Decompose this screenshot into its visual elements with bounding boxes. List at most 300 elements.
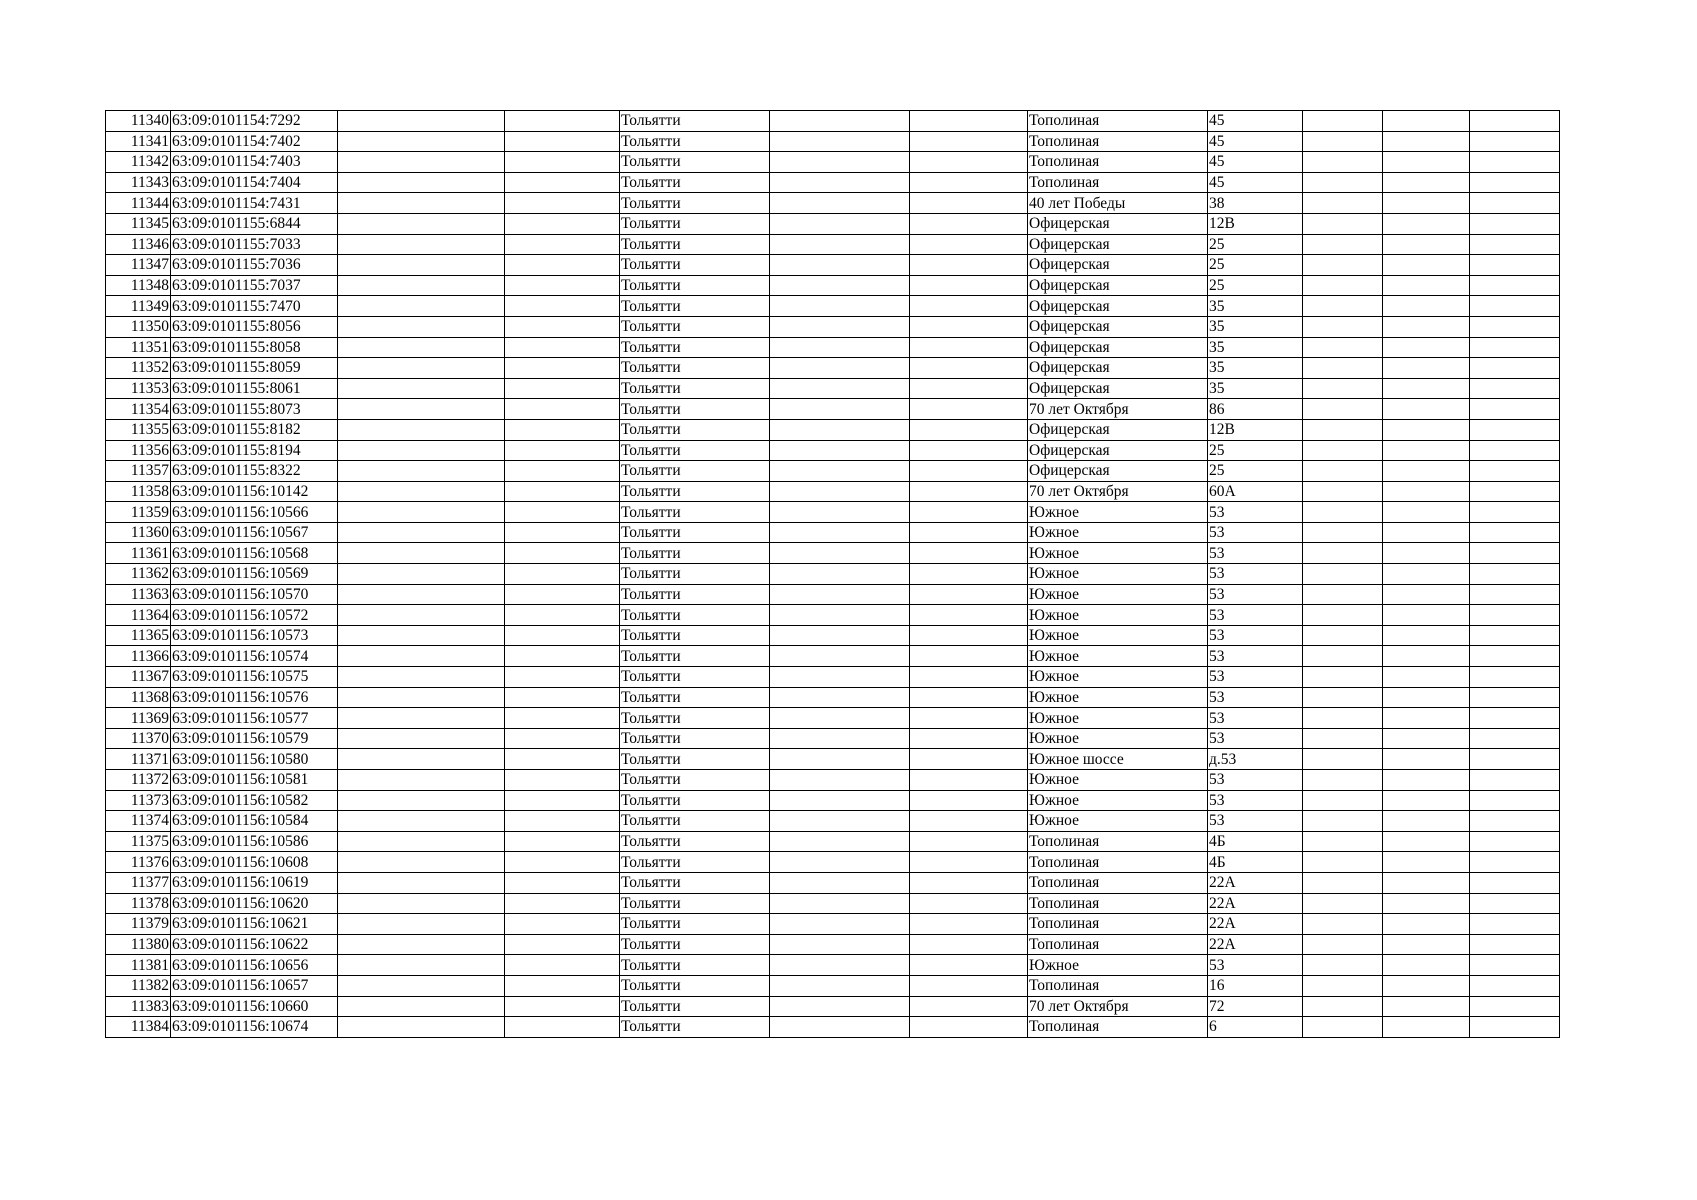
cadastral-number-cell: 63:09:0101156:10568 xyxy=(171,543,338,564)
cadastral-number-cell: 63:09:0101156:10619 xyxy=(171,872,338,893)
house-number-cell: 22А xyxy=(1208,914,1303,935)
empty-cell xyxy=(910,193,1028,214)
house-number-cell: 53 xyxy=(1208,584,1303,605)
empty-cell xyxy=(505,584,620,605)
empty-cell xyxy=(910,708,1028,729)
table-row xyxy=(106,440,1560,461)
empty-cell xyxy=(338,234,505,255)
table-row xyxy=(106,955,1560,976)
house-number-cell: 86 xyxy=(1208,399,1303,420)
cadastral-number-cell: 63:09:0101154:7404 xyxy=(171,172,338,193)
empty-cell xyxy=(505,275,620,296)
empty-cell xyxy=(1470,667,1560,688)
street-cell: Офицерская xyxy=(1028,213,1208,234)
city-cell: Тольятти xyxy=(620,172,770,193)
empty-cell xyxy=(1303,584,1383,605)
empty-cell xyxy=(1383,893,1470,914)
empty-cell xyxy=(1303,852,1383,873)
empty-cell xyxy=(1383,584,1470,605)
street-cell: Тополиная xyxy=(1028,914,1208,935)
empty-cell xyxy=(910,275,1028,296)
record-number-cell: 11351 xyxy=(106,337,171,358)
empty-cell xyxy=(1383,213,1470,234)
empty-cell xyxy=(1470,296,1560,317)
empty-cell xyxy=(770,399,910,420)
empty-cell xyxy=(338,213,505,234)
street-cell: 70 лет Октября xyxy=(1028,996,1208,1017)
city-cell: Тольятти xyxy=(620,625,770,646)
street-cell: Тополиная xyxy=(1028,831,1208,852)
house-number-cell: 4Б xyxy=(1208,852,1303,873)
street-cell: Южное шоссе xyxy=(1028,749,1208,770)
record-number-cell: 11379 xyxy=(106,914,171,935)
city-cell: Тольятти xyxy=(620,502,770,523)
empty-cell xyxy=(1303,337,1383,358)
empty-cell xyxy=(770,152,910,173)
house-number-cell: 35 xyxy=(1208,337,1303,358)
empty-cell xyxy=(1470,749,1560,770)
empty-cell xyxy=(505,770,620,791)
empty-cell xyxy=(338,296,505,317)
empty-cell xyxy=(1470,914,1560,935)
city-cell: Тольятти xyxy=(620,234,770,255)
city-cell: Тольятти xyxy=(620,152,770,173)
house-number-cell: 53 xyxy=(1208,605,1303,626)
house-number-cell: 22А xyxy=(1208,934,1303,955)
table-row xyxy=(106,502,1560,523)
table-row xyxy=(106,646,1560,667)
house-number-cell: 6 xyxy=(1208,1017,1303,1038)
empty-cell xyxy=(1303,399,1383,420)
empty-cell xyxy=(1303,625,1383,646)
street-cell: Тополиная xyxy=(1028,893,1208,914)
table-row xyxy=(106,131,1560,152)
empty-cell xyxy=(1303,934,1383,955)
house-number-cell: 53 xyxy=(1208,502,1303,523)
cadastral-number-cell: 63:09:0101156:10586 xyxy=(171,831,338,852)
empty-cell xyxy=(505,213,620,234)
empty-cell xyxy=(1470,275,1560,296)
empty-cell xyxy=(505,419,620,440)
house-number-cell: 35 xyxy=(1208,378,1303,399)
empty-cell xyxy=(505,728,620,749)
house-number-cell: 53 xyxy=(1208,708,1303,729)
street-cell: Офицерская xyxy=(1028,461,1208,482)
empty-cell xyxy=(1383,975,1470,996)
empty-cell xyxy=(338,893,505,914)
cadastral-number-cell: 63:09:0101156:10576 xyxy=(171,687,338,708)
empty-cell xyxy=(505,708,620,729)
house-number-cell: 16 xyxy=(1208,975,1303,996)
cadastral-number-cell: 63:09:0101156:10579 xyxy=(171,728,338,749)
empty-cell xyxy=(505,749,620,770)
empty-cell xyxy=(1383,955,1470,976)
house-number-cell: 53 xyxy=(1208,811,1303,832)
empty-cell xyxy=(910,975,1028,996)
record-number-cell: 11343 xyxy=(106,172,171,193)
cadastral-number-cell: 63:09:0101155:8061 xyxy=(171,378,338,399)
empty-cell xyxy=(910,564,1028,585)
record-number-cell: 11362 xyxy=(106,564,171,585)
cadastral-number-cell: 63:09:0101156:10620 xyxy=(171,893,338,914)
empty-cell xyxy=(1470,584,1560,605)
house-number-cell: д.53 xyxy=(1208,749,1303,770)
city-cell: Тольятти xyxy=(620,708,770,729)
cadastral-number-cell: 63:09:0101156:10573 xyxy=(171,625,338,646)
city-cell: Тольятти xyxy=(620,790,770,811)
cadastral-number-cell: 63:09:0101155:8073 xyxy=(171,399,338,420)
city-cell: Тольятти xyxy=(620,996,770,1017)
empty-cell xyxy=(910,728,1028,749)
empty-cell xyxy=(770,852,910,873)
empty-cell xyxy=(1470,1017,1560,1038)
empty-cell xyxy=(1303,419,1383,440)
empty-cell xyxy=(1470,831,1560,852)
street-cell: Южное xyxy=(1028,955,1208,976)
cadastral-number-cell: 63:09:0101156:10577 xyxy=(171,708,338,729)
empty-cell xyxy=(910,131,1028,152)
record-number-cell: 11347 xyxy=(106,255,171,276)
empty-cell xyxy=(1470,975,1560,996)
empty-cell xyxy=(910,440,1028,461)
house-number-cell: 53 xyxy=(1208,790,1303,811)
empty-cell xyxy=(910,358,1028,379)
table-row xyxy=(106,728,1560,749)
house-number-cell: 38 xyxy=(1208,193,1303,214)
street-cell: Южное xyxy=(1028,584,1208,605)
street-cell: Тополиная xyxy=(1028,1017,1208,1038)
record-number-cell: 11341 xyxy=(106,131,171,152)
empty-cell xyxy=(1383,255,1470,276)
empty-cell xyxy=(1470,440,1560,461)
empty-cell xyxy=(770,461,910,482)
empty-cell xyxy=(910,667,1028,688)
table-row xyxy=(106,914,1560,935)
empty-cell xyxy=(1470,255,1560,276)
empty-cell xyxy=(505,564,620,585)
city-cell: Тольятти xyxy=(620,770,770,791)
empty-cell xyxy=(1383,872,1470,893)
street-cell: Тополиная xyxy=(1028,975,1208,996)
empty-cell xyxy=(910,255,1028,276)
empty-cell xyxy=(338,275,505,296)
city-cell: Тольятти xyxy=(620,831,770,852)
empty-cell xyxy=(505,852,620,873)
cadastral-number-cell: 63:09:0101156:10657 xyxy=(171,975,338,996)
city-cell: Тольятти xyxy=(620,893,770,914)
table-row xyxy=(106,934,1560,955)
house-number-cell: 53 xyxy=(1208,543,1303,564)
empty-cell xyxy=(910,502,1028,523)
empty-cell xyxy=(505,440,620,461)
empty-cell xyxy=(910,419,1028,440)
table-row xyxy=(106,172,1560,193)
empty-cell xyxy=(1383,440,1470,461)
table-row xyxy=(106,234,1560,255)
house-number-cell: 45 xyxy=(1208,172,1303,193)
street-cell: Офицерская xyxy=(1028,275,1208,296)
cadastral-number-cell: 63:09:0101155:7033 xyxy=(171,234,338,255)
empty-cell xyxy=(1303,831,1383,852)
empty-cell xyxy=(770,770,910,791)
record-number-cell: 11345 xyxy=(106,213,171,234)
empty-cell xyxy=(1470,605,1560,626)
empty-cell xyxy=(1383,749,1470,770)
empty-cell xyxy=(338,461,505,482)
city-cell: Тольятти xyxy=(620,522,770,543)
empty-cell xyxy=(1383,852,1470,873)
city-cell: Тольятти xyxy=(620,543,770,564)
empty-cell xyxy=(770,605,910,626)
empty-cell xyxy=(910,770,1028,791)
house-number-cell: 53 xyxy=(1208,564,1303,585)
empty-cell xyxy=(1470,770,1560,791)
empty-cell xyxy=(1303,502,1383,523)
empty-cell xyxy=(338,625,505,646)
house-number-cell: 25 xyxy=(1208,461,1303,482)
empty-cell xyxy=(1383,914,1470,935)
empty-cell xyxy=(505,131,620,152)
cadastral-number-cell: 63:09:0101155:8058 xyxy=(171,337,338,358)
empty-cell xyxy=(770,584,910,605)
empty-cell xyxy=(1303,358,1383,379)
empty-cell xyxy=(770,667,910,688)
cadastral-number-cell: 63:09:0101156:10660 xyxy=(171,996,338,1017)
empty-cell xyxy=(770,872,910,893)
empty-cell xyxy=(338,481,505,502)
empty-cell xyxy=(1303,461,1383,482)
empty-cell xyxy=(770,255,910,276)
empty-cell xyxy=(505,522,620,543)
house-number-cell: 53 xyxy=(1208,646,1303,667)
record-number-cell: 11371 xyxy=(106,749,171,770)
street-cell: Офицерская xyxy=(1028,296,1208,317)
house-number-cell: 22А xyxy=(1208,872,1303,893)
city-cell: Тольятти xyxy=(620,1017,770,1038)
table-row xyxy=(106,625,1560,646)
table-row xyxy=(106,399,1560,420)
empty-cell xyxy=(770,543,910,564)
empty-cell xyxy=(505,893,620,914)
empty-cell xyxy=(910,934,1028,955)
table-row xyxy=(106,831,1560,852)
cadastral-number-cell: 63:09:0101156:10622 xyxy=(171,934,338,955)
empty-cell xyxy=(910,811,1028,832)
empty-cell xyxy=(770,337,910,358)
empty-cell xyxy=(338,111,505,132)
empty-cell xyxy=(338,872,505,893)
empty-cell xyxy=(1470,152,1560,173)
empty-cell xyxy=(1470,234,1560,255)
street-cell: 40 лет Победы xyxy=(1028,193,1208,214)
empty-cell xyxy=(910,852,1028,873)
empty-cell xyxy=(1303,687,1383,708)
empty-cell xyxy=(1303,152,1383,173)
empty-cell xyxy=(910,296,1028,317)
empty-cell xyxy=(338,975,505,996)
city-cell: Тольятти xyxy=(620,481,770,502)
empty-cell xyxy=(770,502,910,523)
cadastral-number-cell: 63:09:0101156:10142 xyxy=(171,481,338,502)
record-number-cell: 11354 xyxy=(106,399,171,420)
empty-cell xyxy=(338,131,505,152)
empty-cell xyxy=(1470,131,1560,152)
empty-cell xyxy=(1303,131,1383,152)
record-number-cell: 11378 xyxy=(106,893,171,914)
empty-cell xyxy=(1470,728,1560,749)
empty-cell xyxy=(910,790,1028,811)
street-cell: Южное xyxy=(1028,625,1208,646)
empty-cell xyxy=(1470,461,1560,482)
empty-cell xyxy=(770,564,910,585)
city-cell: Тольятти xyxy=(620,934,770,955)
empty-cell xyxy=(910,378,1028,399)
record-number-cell: 11360 xyxy=(106,522,171,543)
empty-cell xyxy=(1470,811,1560,832)
empty-cell xyxy=(1383,790,1470,811)
record-number-cell: 11366 xyxy=(106,646,171,667)
empty-cell xyxy=(338,790,505,811)
empty-cell xyxy=(1383,193,1470,214)
city-cell: Тольятти xyxy=(620,605,770,626)
empty-cell xyxy=(770,749,910,770)
street-cell: Южное xyxy=(1028,646,1208,667)
cadastral-number-cell: 63:09:0101156:10572 xyxy=(171,605,338,626)
empty-cell xyxy=(910,996,1028,1017)
empty-cell xyxy=(1303,172,1383,193)
house-number-cell: 4Б xyxy=(1208,831,1303,852)
table-row xyxy=(106,770,1560,791)
table-row xyxy=(106,687,1560,708)
record-number-cell: 11359 xyxy=(106,502,171,523)
cadastral-number-cell: 63:09:0101156:10608 xyxy=(171,852,338,873)
empty-cell xyxy=(505,172,620,193)
empty-cell xyxy=(338,1017,505,1038)
cadastral-number-cell: 63:09:0101156:10584 xyxy=(171,811,338,832)
empty-cell xyxy=(1383,337,1470,358)
table-row xyxy=(106,461,1560,482)
cadastral-number-cell: 63:09:0101155:8182 xyxy=(171,419,338,440)
empty-cell xyxy=(770,131,910,152)
empty-cell xyxy=(1470,419,1560,440)
cadastral-number-cell: 63:09:0101154:7292 xyxy=(171,111,338,132)
cadastral-number-cell: 63:09:0101156:10582 xyxy=(171,790,338,811)
house-number-cell: 53 xyxy=(1208,955,1303,976)
empty-cell xyxy=(505,502,620,523)
street-cell: Южное xyxy=(1028,564,1208,585)
record-number-cell: 11365 xyxy=(106,625,171,646)
empty-cell xyxy=(505,461,620,482)
street-cell: Офицерская xyxy=(1028,358,1208,379)
empty-cell xyxy=(505,358,620,379)
street-cell: Южное xyxy=(1028,605,1208,626)
empty-cell xyxy=(1383,419,1470,440)
record-number-cell: 11372 xyxy=(106,770,171,791)
empty-cell xyxy=(1470,543,1560,564)
empty-cell xyxy=(1470,708,1560,729)
empty-cell xyxy=(770,111,910,132)
empty-cell xyxy=(910,749,1028,770)
empty-cell xyxy=(770,728,910,749)
empty-cell xyxy=(910,337,1028,358)
empty-cell xyxy=(1303,790,1383,811)
empty-cell xyxy=(505,543,620,564)
empty-cell xyxy=(338,564,505,585)
empty-cell xyxy=(505,646,620,667)
empty-cell xyxy=(1383,296,1470,317)
record-number-cell: 11373 xyxy=(106,790,171,811)
empty-cell xyxy=(1383,811,1470,832)
empty-cell xyxy=(338,811,505,832)
table-row xyxy=(106,255,1560,276)
empty-cell xyxy=(505,337,620,358)
empty-cell xyxy=(1470,378,1560,399)
table-row xyxy=(106,275,1560,296)
empty-cell xyxy=(910,152,1028,173)
table-row xyxy=(106,378,1560,399)
empty-cell xyxy=(1383,131,1470,152)
empty-cell xyxy=(338,770,505,791)
empty-cell xyxy=(1303,481,1383,502)
empty-cell xyxy=(1383,234,1470,255)
city-cell: Тольятти xyxy=(620,111,770,132)
empty-cell xyxy=(910,316,1028,337)
empty-cell xyxy=(505,296,620,317)
empty-cell xyxy=(910,605,1028,626)
street-cell: Тополиная xyxy=(1028,152,1208,173)
empty-cell xyxy=(1303,893,1383,914)
table-row xyxy=(106,543,1560,564)
empty-cell xyxy=(1383,770,1470,791)
table-row xyxy=(106,419,1560,440)
empty-cell xyxy=(338,193,505,214)
city-cell: Тольятти xyxy=(620,667,770,688)
street-cell: Тополиная xyxy=(1028,934,1208,955)
house-number-cell: 45 xyxy=(1208,131,1303,152)
city-cell: Тольятти xyxy=(620,728,770,749)
empty-cell xyxy=(338,419,505,440)
house-number-cell: 12В xyxy=(1208,213,1303,234)
table-row xyxy=(106,872,1560,893)
empty-cell xyxy=(505,667,620,688)
record-number-cell: 11367 xyxy=(106,667,171,688)
empty-cell xyxy=(1383,831,1470,852)
record-number-cell: 11361 xyxy=(106,543,171,564)
empty-cell xyxy=(1303,296,1383,317)
empty-cell xyxy=(505,975,620,996)
empty-cell xyxy=(1383,522,1470,543)
empty-cell xyxy=(770,316,910,337)
street-cell: Южное xyxy=(1028,770,1208,791)
table-row xyxy=(106,605,1560,626)
empty-cell xyxy=(770,378,910,399)
table-row xyxy=(106,996,1560,1017)
house-number-cell: 45 xyxy=(1208,152,1303,173)
empty-cell xyxy=(505,378,620,399)
street-cell: 70 лет Октября xyxy=(1028,481,1208,502)
record-number-cell: 11380 xyxy=(106,934,171,955)
street-cell: Южное xyxy=(1028,667,1208,688)
empty-cell xyxy=(910,914,1028,935)
empty-cell xyxy=(338,337,505,358)
empty-cell xyxy=(338,358,505,379)
empty-cell xyxy=(910,687,1028,708)
record-number-cell: 11342 xyxy=(106,152,171,173)
table-row xyxy=(106,316,1560,337)
city-cell: Тольятти xyxy=(620,564,770,585)
cadastral-number-cell: 63:09:0101156:10580 xyxy=(171,749,338,770)
cadastral-number-cell: 63:09:0101156:10674 xyxy=(171,1017,338,1038)
